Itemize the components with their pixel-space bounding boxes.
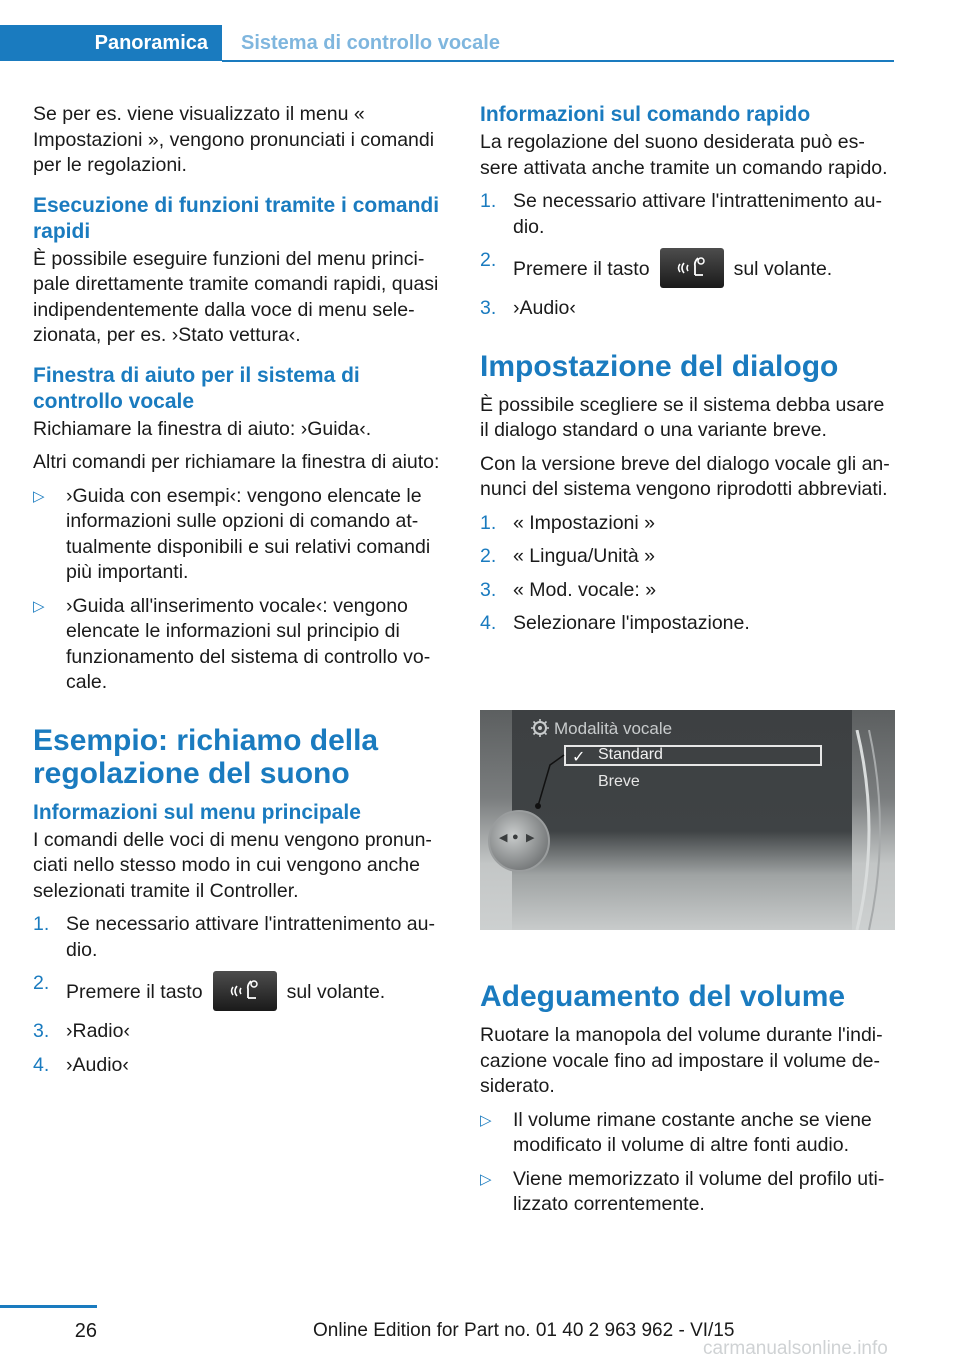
checkmark-icon: ✓ bbox=[572, 749, 586, 766]
edition-text: Online Edition for Part no. 01 40 2 963 962 - VI/15 bbox=[313, 1320, 735, 1341]
step-number: 2. bbox=[480, 545, 497, 567]
volume-bullet-list bbox=[480, 1108, 896, 1218]
intro-paragraph: Se per es. viene visualizzato il menu « Impostazioni », vengono pronunciati i comandi per le regolazioni. bbox=[33, 103, 435, 176]
step-text-end: sul volante. bbox=[286, 981, 386, 1003]
header-rule bbox=[222, 60, 894, 62]
list-item bbox=[480, 544, 896, 570]
voice-button-icon bbox=[660, 248, 724, 288]
help-paragraph-2: Altri comandi per richiamare la finestra di aiuto: bbox=[33, 451, 440, 473]
bullet-text: Viene memorizzato il volume del profilo utilizzato correntemente. bbox=[513, 1167, 885, 1215]
list-item bbox=[480, 611, 896, 637]
list-item bbox=[33, 912, 449, 963]
list-item bbox=[33, 1053, 449, 1079]
step-number: 3. bbox=[480, 578, 497, 601]
heading-dialog-setting: Impostazione del dialogo bbox=[480, 349, 839, 383]
option-breve: Breve bbox=[598, 773, 640, 790]
list-item bbox=[480, 1167, 896, 1218]
heading-volume: Adeguamento del volume bbox=[480, 980, 846, 1013]
pointer-line bbox=[480, 710, 895, 930]
triangle-bullet-icon: ▷ bbox=[480, 1170, 492, 1188]
step-text: « Impostazioni » bbox=[513, 511, 655, 534]
step-number: 2. bbox=[480, 249, 497, 271]
knob-center-icon: ● bbox=[512, 831, 519, 843]
triangle-bullet-icon: ▷ bbox=[480, 1111, 492, 1129]
triangle-bullet-icon: ▷ bbox=[33, 597, 45, 615]
page-number: 26 bbox=[74, 1320, 97, 1342]
idrive-screen-image bbox=[480, 710, 895, 930]
dialog-paragraph-1: È possibile scegliere se il sistema debba usare il dialogo standard o una variante breve. bbox=[480, 393, 885, 441]
step-number: 1. bbox=[480, 190, 497, 212]
knob-left-arrow-icon: ◀ bbox=[499, 832, 508, 844]
step-text: Se necessario attivare l'intrattenimento audio. bbox=[66, 913, 436, 961]
quick-commands-paragraph: È possibile eseguire funzioni del menu principale direttamente tramite comandi rapidi, quasi indipendentemente dalla voce di menu selezionata, per es. ›Stato vettura‹. bbox=[33, 247, 439, 346]
list-item bbox=[33, 1019, 449, 1045]
step-text: Se necessario attivare l'intrattenimento audio. bbox=[513, 190, 883, 238]
step-text: Selezionare l'impostazione. bbox=[513, 612, 750, 634]
step-number: 3. bbox=[480, 297, 497, 319]
triangle-bullet-icon: ▷ bbox=[33, 487, 45, 505]
bullet-text: ›Guida all'inserimento vocale‹: vengono elencate le informazioni sul principio di funzionamento del sistema di controllo vocale. bbox=[66, 594, 431, 693]
step-number: 3. bbox=[33, 1020, 50, 1042]
step-text bbox=[513, 248, 896, 288]
list-item bbox=[480, 296, 896, 322]
volume-section bbox=[480, 980, 896, 1226]
right-column bbox=[480, 102, 896, 645]
header-section-tab: Panoramica bbox=[0, 25, 222, 61]
help-bullet-list bbox=[33, 484, 449, 696]
volume-paragraph: Ruotare la manopola del volume durante l'indicazione vocale fino ad impostare il volume desiderato. bbox=[480, 1024, 883, 1097]
main-menu-paragraph: I comandi delle voci di menu vengono pronunciati nello stesso modo in cui vengono anche selezionati tramite il Controller. bbox=[33, 828, 432, 902]
step-text-start: Premere il tasto bbox=[66, 981, 203, 1003]
heading-quick-command-info: Informazioni sul comando rapido bbox=[480, 103, 811, 126]
option-standard: Standard bbox=[598, 746, 663, 763]
right-steps-list bbox=[480, 189, 896, 322]
step-text: ›Audio‹ bbox=[66, 1053, 129, 1076]
help-paragraph-1: Richiamare la finestra di aiuto: ›Guida‹. bbox=[33, 417, 372, 440]
list-item bbox=[480, 248, 896, 288]
bullet-text: Il volume rimane costante anche se viene modificato il volume di altre fonti audio. bbox=[513, 1108, 872, 1156]
step-text bbox=[66, 971, 449, 1011]
knob-right-arrow-icon: ▶ bbox=[526, 832, 535, 844]
screen-title: Modalità vocale bbox=[554, 719, 673, 738]
step-number: 4. bbox=[33, 1053, 50, 1076]
bullet-text: ›Guida con esempi‹: vengono elencate le informazioni sulle opzioni di comando attualmente disponibili e sui relativi comandi più importanti. bbox=[66, 484, 431, 583]
footer-rule bbox=[0, 1305, 97, 1308]
step-text: « Mod. vocale: » bbox=[513, 578, 657, 601]
list-item bbox=[480, 511, 896, 537]
watermark-text: carmanualsonline.info bbox=[703, 1338, 888, 1359]
heading-quick-commands: Esecuzione di funzioni tramite i comandi rapidi bbox=[33, 193, 440, 243]
header-chapter-title: Sistema di controllo vocale bbox=[241, 31, 500, 54]
step-text: « Lingua/Unità » bbox=[513, 545, 656, 567]
list-item bbox=[33, 484, 449, 586]
step-text: ›Audio‹ bbox=[513, 297, 576, 319]
heading-main-menu: Informazioni sul menu principale bbox=[33, 800, 361, 824]
step-number: 1. bbox=[33, 913, 50, 935]
list-item bbox=[480, 1108, 896, 1159]
step-number: 2. bbox=[33, 972, 50, 994]
heading-help-window: Finestra di aiuto per il sistema di controllo vocale bbox=[33, 363, 360, 413]
left-column bbox=[33, 102, 449, 1086]
list-item bbox=[480, 578, 896, 604]
dialog-steps-list bbox=[480, 511, 896, 637]
list-item bbox=[33, 594, 449, 696]
step-number: 1. bbox=[480, 511, 497, 534]
heading-example: Esempio: richiamo della regolazione del suono bbox=[33, 723, 379, 790]
quick-command-paragraph: La regolazione del suono desiderata può essere attivata anche tramite un comando rapido. bbox=[480, 131, 888, 179]
step-text: ›Radio‹ bbox=[66, 1020, 130, 1042]
left-steps-list bbox=[33, 912, 449, 1078]
list-item bbox=[480, 189, 896, 240]
step-text-start: Premere il tasto bbox=[513, 258, 650, 280]
list-item bbox=[33, 971, 449, 1011]
voice-button-icon bbox=[213, 971, 277, 1011]
step-text-end: sul volante. bbox=[733, 258, 833, 280]
step-number: 4. bbox=[480, 612, 497, 634]
dialog-paragraph-2: Con la versione breve del dialogo vocale gli annunci del sistema vengono riprodotti abbreviati. bbox=[480, 452, 890, 500]
